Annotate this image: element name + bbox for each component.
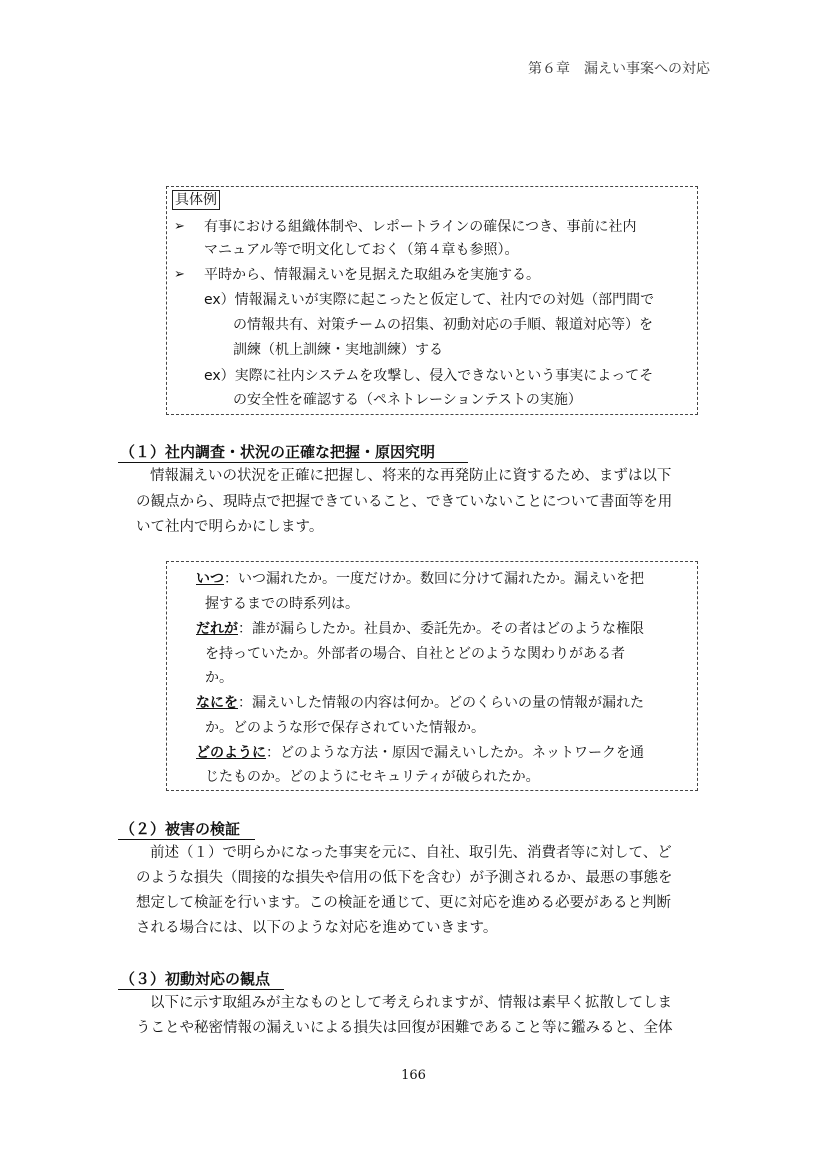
viewpoint-itsu-line1: いつ：いつ漏れたか。一度だけか。数回に分けて漏れたか。漏えいを把 [196,571,644,587]
viewpoint-dono-line1: どのように：どのような方法・原因で漏えいしたか。ネットワークを通 [196,745,644,761]
arrow-bullet-icon: ➢ [174,267,185,282]
viewpoint-dare-line2: を持っていたか。外部者の場合、自社とどのような関わりがある者 [205,646,625,662]
section2-para-line2: のような損失（間接的な損失や信用の低下を含む）が予測されるか、最悪の事態を [136,870,673,886]
section1-para-line1: 情報漏えいの状況を正確に把握し、将来的な再発防止に資するため、まずは以下 [150,468,672,484]
section3-para-line1: 以下に示す取組みが主なものとして考えられますが、情報は素早く拡散してしま [150,995,672,1011]
term-itsu: いつ [196,571,224,587]
term-nani: なにを [196,695,238,711]
viewpoint-dare-line3: か。 [205,670,233,686]
section3-underline [118,989,284,990]
viewpoint-itsu-line2: 握するまでの時系列は。 [205,596,359,612]
viewpoint-nani-line1: なにを：漏えいした情報の内容は何か。どのくらいの量の情報が漏れた [196,695,644,711]
ex1-line3: 訓練（机上訓練・実地訓練）する [233,342,443,358]
section1-para-line3: いて社内で明らかにします。 [136,519,324,535]
ex2-line2: の安全性を確認する（ペネトレーションテストの実施） [233,392,582,408]
section3-para-line2: うことや秘密情報の漏えいによる損失は回復が困難であること等に鑑みると、全体 [136,1020,673,1036]
chapter-header: 第６章 漏えい事案への対応 [528,61,710,77]
section2-para-line4: される場合には、以下のような対応を進めていきます。 [136,920,498,936]
page-number: 166 [401,1068,426,1083]
section3-heading: （３）初動対応の観点 [120,970,271,988]
section2-para-line3: 想定して検証を行います。この検証を通じて、更に対応を進める必要があると判断 [136,895,672,911]
section1-heading: （１）社内調査・状況の正確な把握・原因究明 [120,443,436,461]
term-dare: だれが [196,621,238,637]
example-box-title: 具体例 [172,190,220,210]
viewpoint-dono-line2: じたものか。どのようにセキュリティが破られたか。 [205,769,540,785]
ex2-line1: ex）実際に社内システムを攻撃し、侵入できないという事実によってそ [204,368,654,384]
viewpoint-dare-line1: だれが：誰が漏らしたか。社員か、委託先か。その者はどのような権限 [196,621,644,637]
bullet1-line2: マニュアル等で明文化しておく（第４章も参照）。 [204,242,519,258]
section2-heading: （２）被害の検証 [120,820,241,838]
bullet1-line1: 有事における組織体制や、レポートラインの確保につき、事前に社内 [204,219,637,235]
section1-underline [118,462,468,463]
section2-underline [118,839,255,840]
section1-para-line2: の観点から、現時点で把握できていること、できていないことについて書面等を用 [136,494,673,510]
ex1-line1: ex）情報漏えいが実際に起こったと仮定して、社内での対処（部門間で [204,292,655,308]
bullet2-text: 平時から、情報漏えいを見据えた取組みを実施する。 [204,267,540,283]
arrow-bullet-icon: ➢ [174,219,185,234]
section2-para-line1: 前述（１）で明らかになった事実を元に、自社、取引先、消費者等に対して、ど [150,845,672,861]
ex1-line2: の情報共有、対策チームの招集、初動対応の手順、報道対応等）を [233,317,653,333]
viewpoint-nani-line2: か。どのような形で保存されていた情報か。 [205,720,485,736]
term-dono: どのように [196,745,266,761]
